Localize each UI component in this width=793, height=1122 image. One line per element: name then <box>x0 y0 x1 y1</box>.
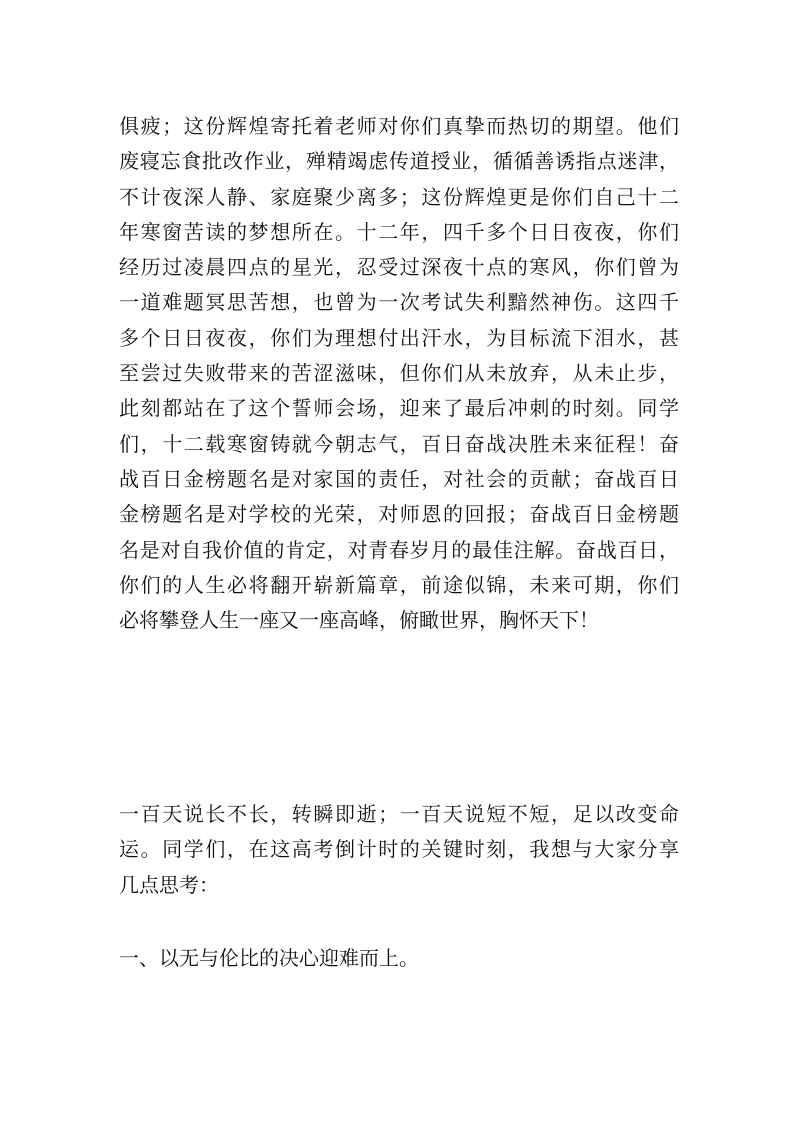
text-line: 一道难题冥思苦想，也曾为一次考试失利黯然神伤。这四千 <box>119 290 679 315</box>
text-line: 名是对自我价值的肯定，对青春岁月的最佳注解。奋战百日， <box>119 537 679 562</box>
text-line: 一百天说长不长，转瞬即逝；一百天说短不短，足以改变命 <box>119 802 679 826</box>
text-line: 金榜题名是对学校的光荣，对师恩的回报；奋战百日金榜题 <box>119 502 679 527</box>
text-line: 不计夜深人静、家庭聚少离多；这份辉煌更是你们自己十二 <box>119 184 679 209</box>
heading-line: 一、以无与伦比的决心迎难而上。 <box>119 946 419 970</box>
paragraph-speech-body <box>119 109 679 638</box>
text-line: 废寝忘食批改作业，殚精竭虑传道授业，循循善诱指点迷津， <box>119 149 679 174</box>
text-line: 运。同学们，在这高考倒计时的关键时刻，我想与大家分享 <box>119 837 679 862</box>
section-heading-one <box>119 941 679 976</box>
text-line: 俱疲；这份辉煌寄托着老师对你们真挚而热切的期望。他们 <box>119 114 679 138</box>
text-line: 多个日日夜夜，你们为理想付出汗水，为目标流下泪水，甚 <box>119 325 679 350</box>
paragraph-hundred-days <box>119 797 679 903</box>
text-line: 战百日金榜题名是对家国的责任，对社会的贡献；奋战百日 <box>119 466 679 491</box>
text-line: 你们的人生必将翻开崭新篇章，前途似锦，未来可期，你们 <box>119 572 679 597</box>
text-line: 们，十二载寒窗铸就今朝志气，百日奋战决胜未来征程！奋 <box>119 431 679 456</box>
text-line: 至尝过失败带来的苦涩滋味，但你们从未放弃，从未止步， <box>119 361 679 386</box>
text-line: 此刻都站在了这个誓师会场，迎来了最后冲刺的时刻。同学 <box>119 396 679 421</box>
text-line: 年寒窗苦读的梦想所在。十二年，四千多个日日夜夜，你们 <box>119 219 679 244</box>
text-line: 经历过凌晨四点的星光，忍受过深夜十点的寒风，你们曾为 <box>119 255 679 280</box>
text-line-last: 必将攀登人生一座又一座高峰，俯瞰世界，胸怀天下！ <box>119 608 599 633</box>
text-line-last: 几点思考： <box>119 872 219 897</box>
